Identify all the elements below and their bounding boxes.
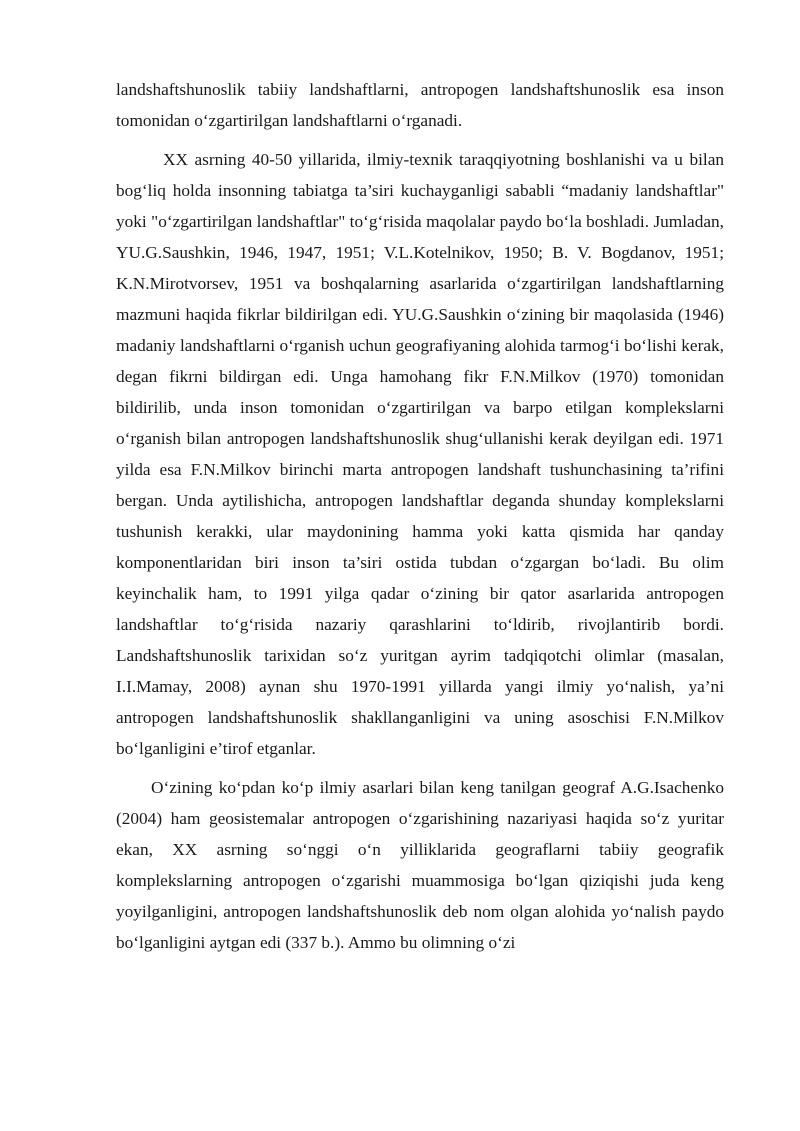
document-body	[116, 74, 724, 958]
paragraph-2: XX asrning 40-50 yillarida, ilmiy-texnik taraqqiyotning boshlanishi va u bilan bog‘liq holda insonning tabiatga ta’siri kuchayganligi sababli “madaniy landshaftlar" yoki "o‘zgartirilgan landshaftlar" to‘g‘risida maqolalar paydo bo‘la boshladi. Jumladan, YU.G.Saushkin, 1946, 1947, 1951; V.L.Kotelnikov, 1950; B. V. Bogdanov, 1951; K.N.Mirotvorsev, 1951 va boshqalarning asarlarida o‘zgartirilgan landshaftlarning mazmuni haqida fikrlar bildirilgan edi. YU.G.Saushkin o‘zining bir maqolasida (1946) madaniy landshaftlarni o‘rganish uchun geografiyaning alohida tarmog‘i bo‘lishi kerak, degan fikrni bildirgan edi. Unga hamohang fikr F.N.Milkov (1970) tomonidan bildirilib, unda inson tomonidan o‘zgartirilgan va barpo etilgan komplekslarni o‘rganish bilan antropogen landshaftshunoslik shug‘ullanishi kerak deyilgan edi. 1971 yilda esa F.N.Milkov birinchi marta antropogen landshaft tushunchasining ta’rifini bergan. Unda aytilishicha, antropogen landshaftlar deganda shunday komplekslarni tushunish kerakki, ular maydonining hamma yoki katta qismida har qanday komponentlaridan biri inson ta’siri ostida tubdan o‘zgargan bo‘ladi. Bu olim keyinchalik ham, to 1991 yilga qadar o‘zining bir qator asarlarida antropogen landshaftlar to‘g‘risida nazariy qarashlarini to‘ldirib, rivojlantirib bordi. Landshaftshunoslik tarixidan so‘z yuritgan ayrim tadqiqotchi olimlar (masalan, I.I.Mamay, 2008) aynan shu 1970-1991 yillarda yangi ilmiy yo‘nalish, ya’ni antropogen landshaftshunoslik shakllanganligini va uning asoschisi F.N.Milkov bo‘lganligini e’tirof etganlar.	[116, 150, 724, 758]
paragraph-1: landshaftshunoslik tabiiy landshaftlarni, antropogen landshaftshunoslik esa inson tomonidan o‘zgartirilgan landshaftlarni o‘rganadi.	[116, 80, 724, 130]
paragraph-3: O‘zining ko‘pdan ko‘p ilmiy asarlari bilan keng tanilgan geograf A.G.Isachenko (2004) ham geosistemalar antropogen o‘zgarishining nazariyasi haqida so‘z yuritar ekan, XX asrning so‘nggi o‘n yilliklarida geograflarni tabiiy geografik komplekslarning antropogen o‘zgarishi muammosiga bo‘lgan qiziqishi juda keng yoyilganligini, antropogen landshaftshunoslik deb nom olgan alohida yo‘nalish paydo bo‘lganligini aytgan edi (337 b.). Ammo bu olimning o‘zi	[116, 778, 724, 952]
